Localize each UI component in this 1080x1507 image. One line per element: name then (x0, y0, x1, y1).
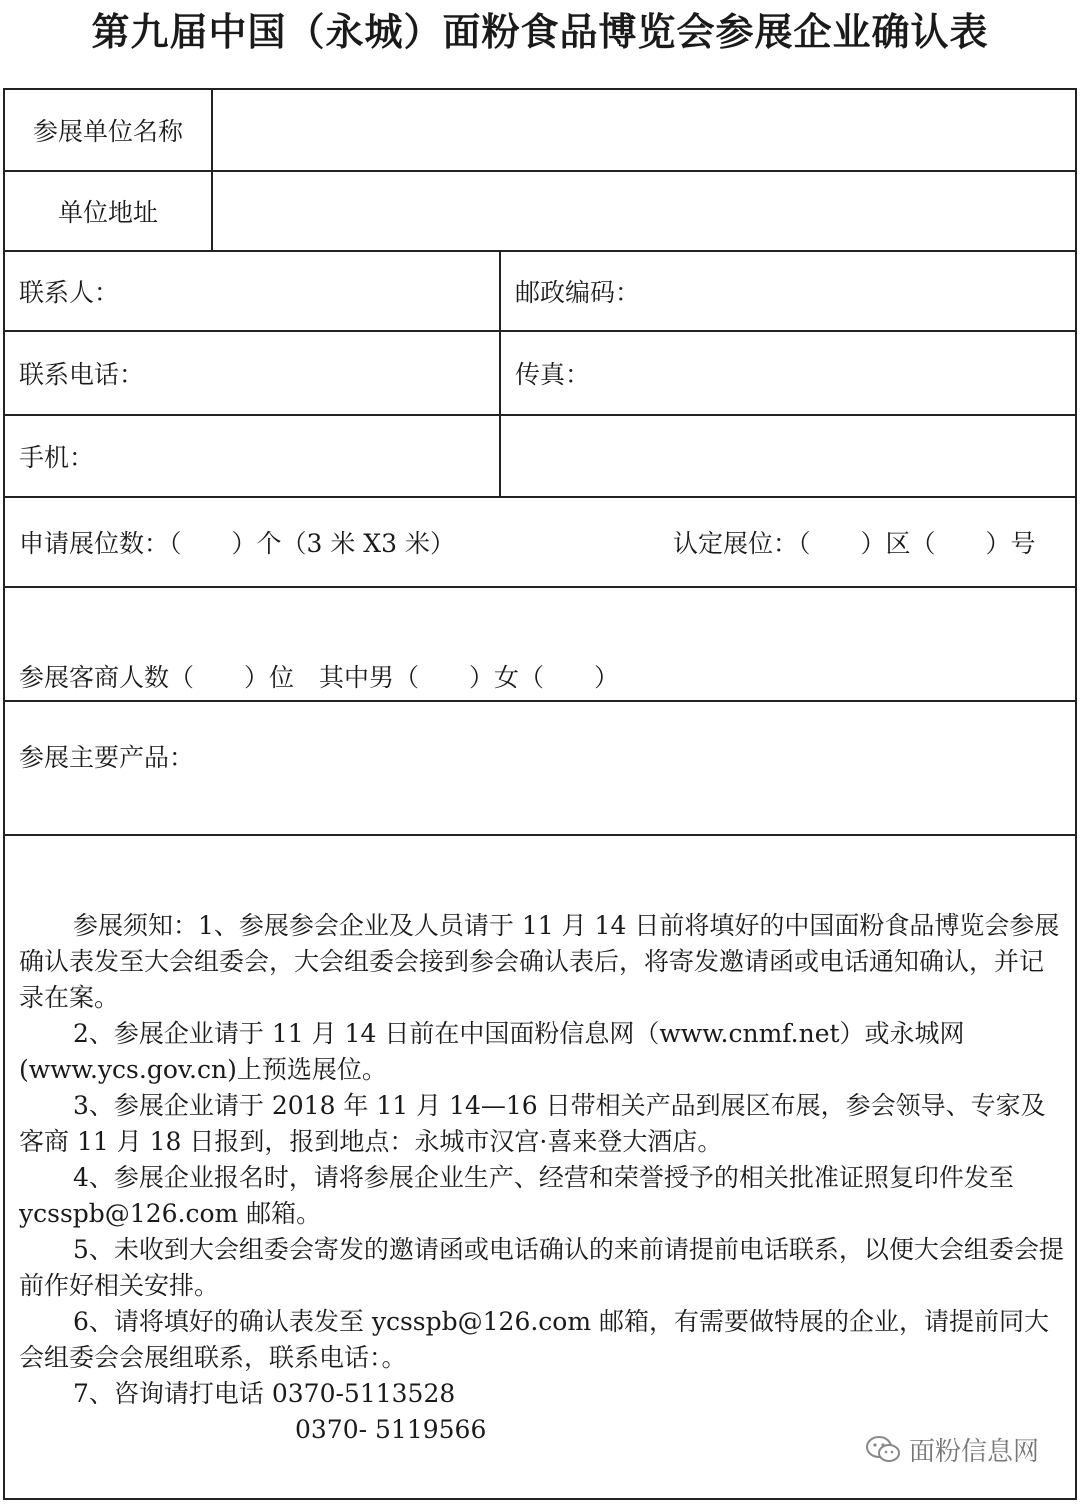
company-name-row (5, 90, 1075, 172)
mobile-label: 手机： (19, 443, 95, 472)
notice-item-6: 6、请将填好的确认表发至 ycsspb@126.com 邮箱，有需要做特展的企业，请提前同大会组委会会展组联系，联系电话：。 (19, 1307, 1050, 1372)
phone-field[interactable] (5, 332, 499, 414)
address-label: 单位地址 (57, 198, 158, 227)
company-name-field[interactable] (213, 90, 1075, 170)
watermark (865, 1431, 1039, 1468)
contact-label: 联系人： (19, 278, 120, 307)
registration-form (3, 88, 1077, 1500)
booth-assigned-field[interactable] (673, 498, 1075, 586)
booth-apply-field[interactable] (5, 498, 645, 586)
booth-apply-label: 申请展位数：（ ）个（3 米 X3 米） (19, 529, 455, 558)
address-row (5, 172, 1075, 252)
visitors-label: 参展客商人数（ ）位 其中男（ ）女（ ） (19, 663, 620, 692)
company-name-label: 参展单位名称 (32, 117, 183, 146)
mobile-row (5, 416, 1075, 498)
products-field[interactable] (5, 702, 1075, 834)
notice-item-1: 参展须知：1、参展参会企业及人员请于 11 月 14 日前将填好的中国面粉食品博览会参展确认表发至大会组委会，大会组委会接到参会确认表后，将寄发邀请函或电话通知确认，并记录在案。 (19, 911, 1060, 1012)
visitors-row (5, 588, 1075, 702)
mobile-field[interactable] (5, 416, 499, 496)
empty-cell (501, 416, 1075, 496)
notice-item-5: 5、未收到大会组委会寄发的邀请函或电话确认的来前请提前电话联系，以便大会组委会提前作好相关安排。 (19, 1235, 1064, 1300)
fax-label: 传真： (515, 360, 591, 389)
watermark-text: 面粉信息网 (908, 1437, 1039, 1467)
contact-row (5, 252, 1075, 332)
products-label: 参展主要产品： (19, 743, 195, 772)
notice-phone-2: 0370- 5119566 (295, 1415, 487, 1444)
notice-item-7: 7、咨询请打电话 0370-5113528 (73, 1379, 456, 1408)
page-title: 第九届中国（永城）面粉食品博览会参展企业确认表 (91, 10, 989, 54)
address-field[interactable] (213, 172, 1075, 250)
notice-section (19, 908, 1065, 1448)
products-row (5, 702, 1075, 836)
visitors-field[interactable] (5, 588, 1075, 700)
fax-field[interactable] (501, 332, 1075, 414)
notice-item-4: 4、参展企业报名时，请将参展企业生产、经营和荣誉授予的相关批准证照复印件发至 ycsspb@126.com 邮箱。 (19, 1163, 1014, 1228)
contact-field[interactable] (5, 252, 499, 330)
notice-item-3: 3、参展企业请于 2018 年 11 月 14—16 日带相关产品到展区布展，参会领导、专家及客商 11 月 18 日报到，报到地点：永城市汉宫·喜来登大酒店。 (19, 1091, 1046, 1156)
postcode-field[interactable] (501, 252, 1075, 330)
notice-item-2: 2、参展企业请于 11 月 14 日前在中国面粉信息网（www.cnmf.net）或永城网(www.ycs.gov.cn)上预选展位。 (19, 1019, 965, 1084)
phone-row (5, 332, 1075, 416)
postcode-label: 邮政编码： (515, 278, 641, 307)
phone-label: 联系电话： (19, 360, 145, 389)
booth-row (5, 498, 1075, 588)
wechat-icon (865, 1435, 901, 1465)
booth-assigned-label: 认定展位：（ ）区（ ）号 (673, 529, 1036, 558)
